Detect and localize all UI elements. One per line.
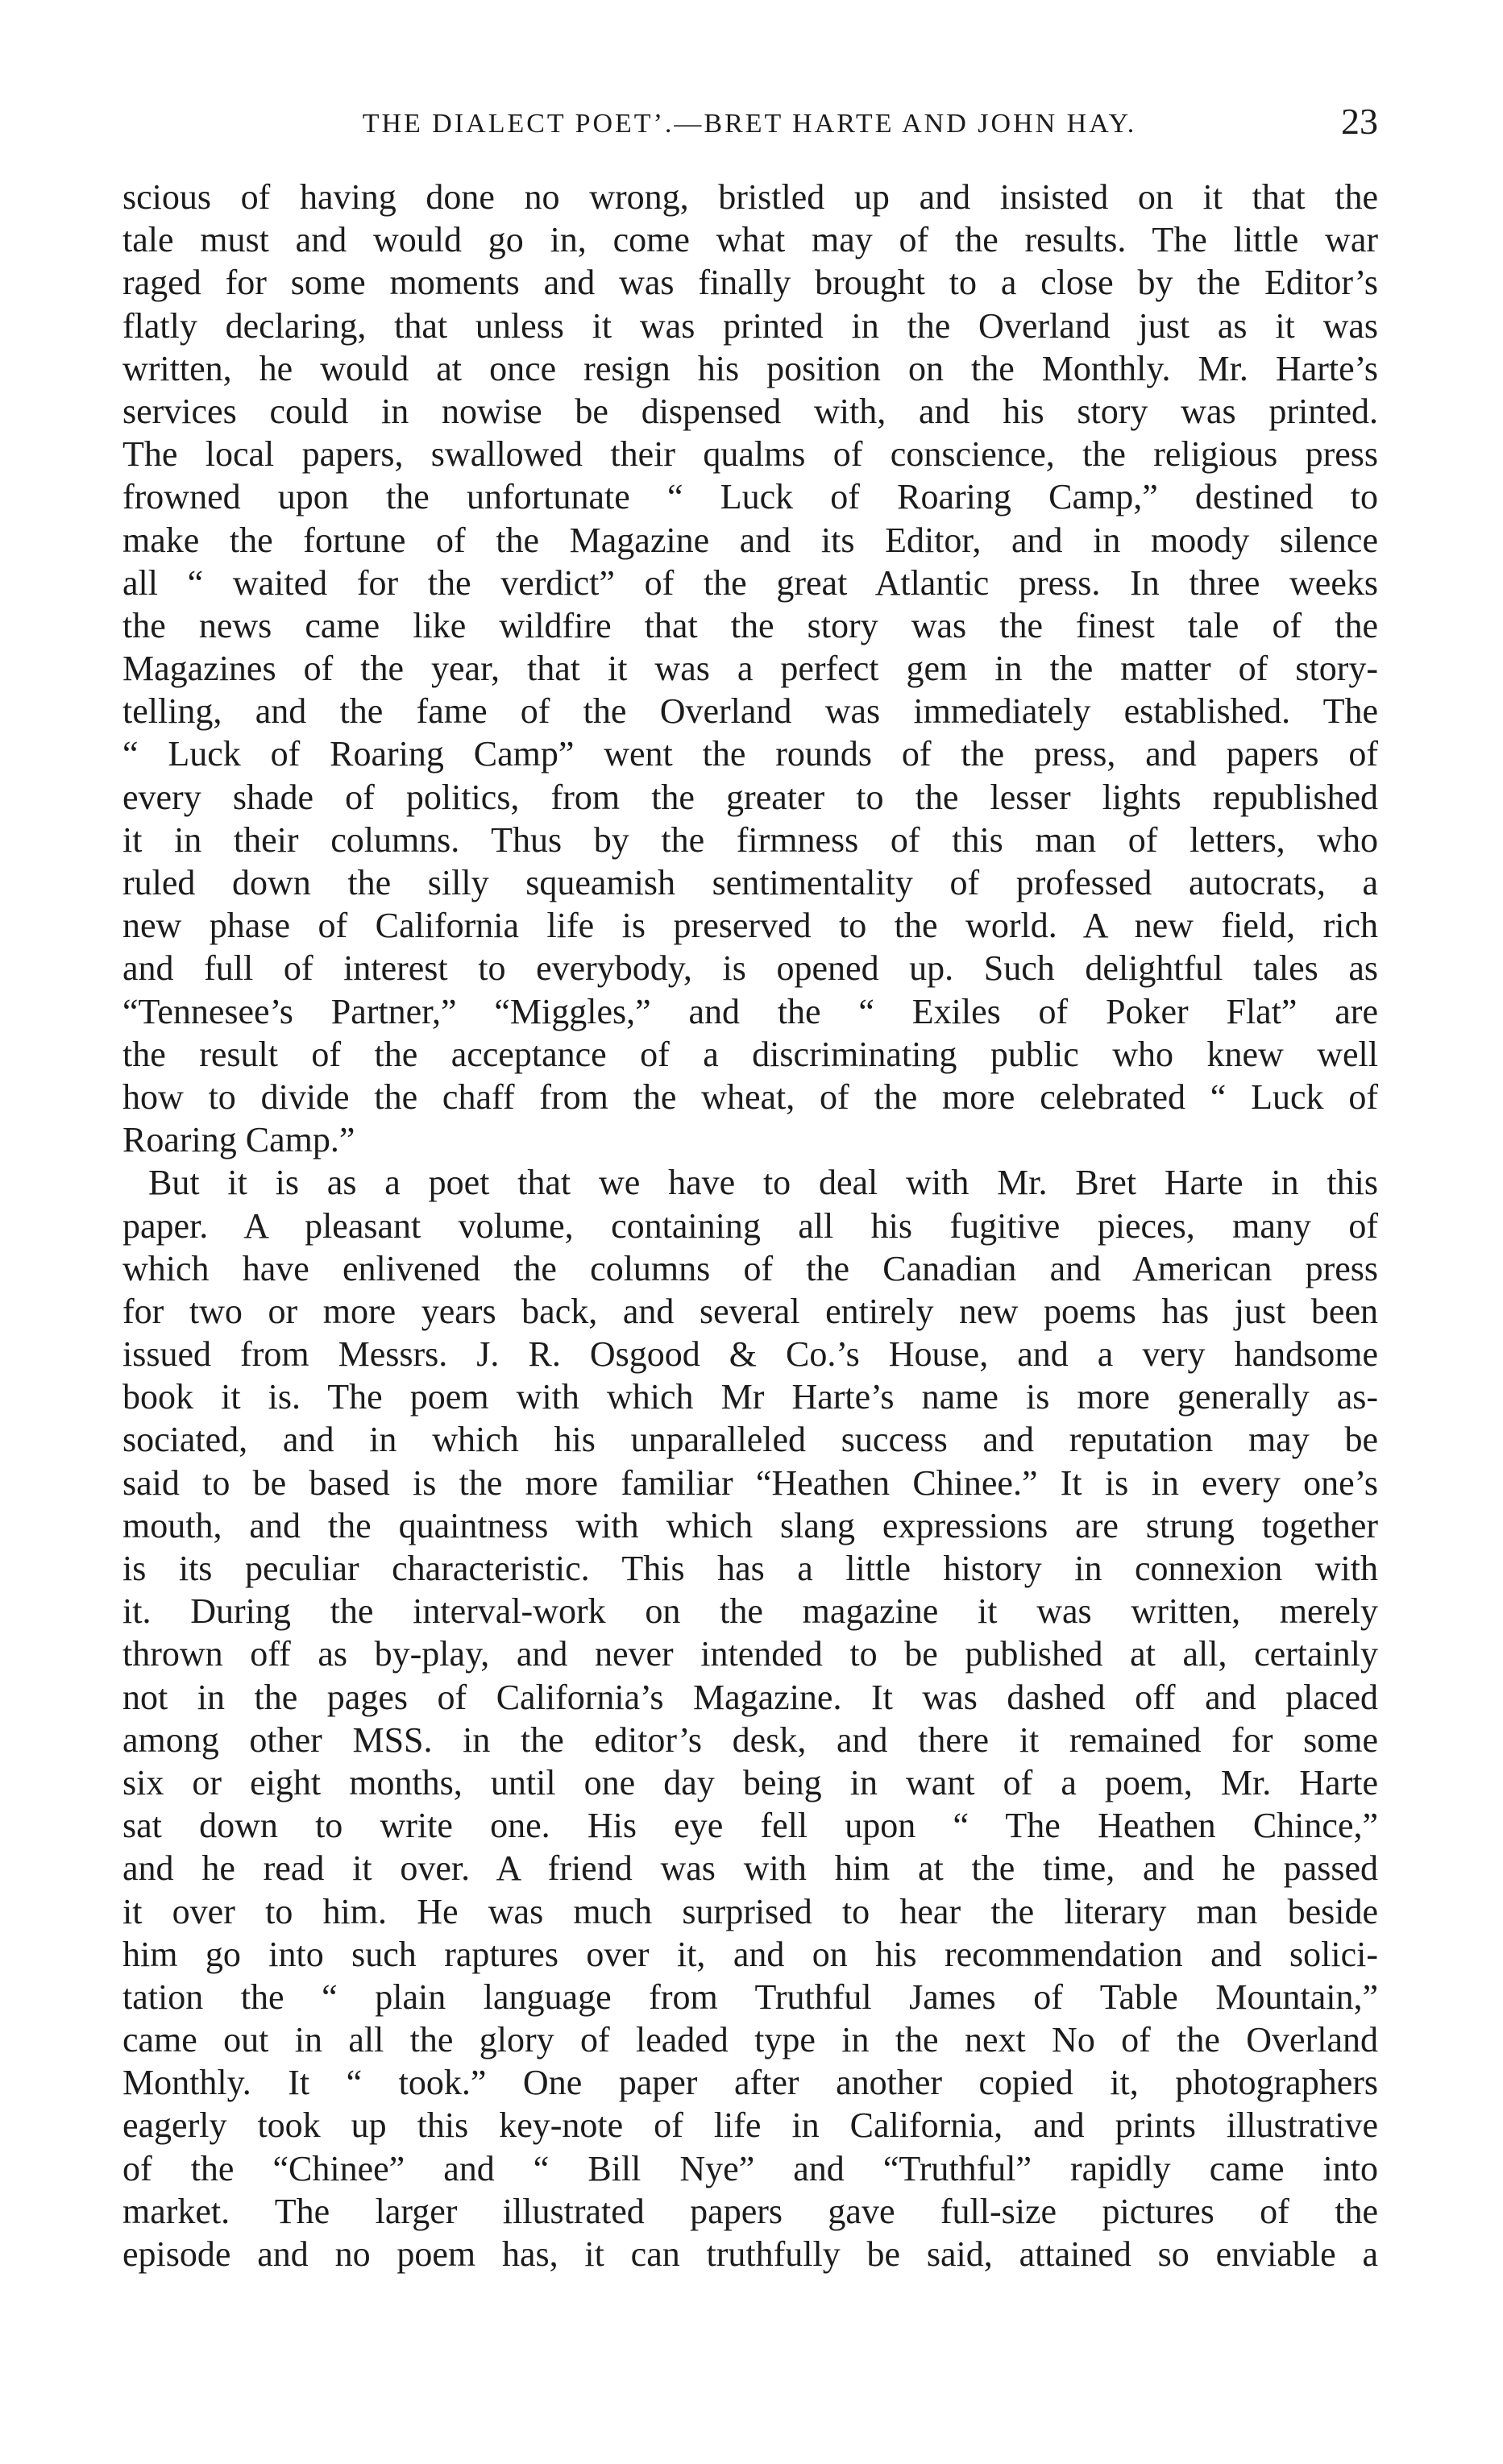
text-line: “ Luck of Roaring Camp” went the rounds of the press, and papers of — [122, 734, 1378, 774]
text-line: Magazines of the year, that it was a perfect gem in the matter of story- — [122, 649, 1378, 689]
text-line: it in their columns. Thus by the firmness of this man of letters, who — [122, 819, 1378, 860]
text-line: market. The larger illustrated papers gave full-size pictures of the — [122, 2191, 1378, 2231]
text-line: sociated, and in which his unparalleled success and reputation may be — [122, 1420, 1378, 1460]
text-line: it over to him. He was much surprised to hear the literary man beside — [122, 1891, 1378, 1931]
text-line: six or eight months, until one day being in want of a poem, Mr. Harte — [122, 1762, 1378, 1802]
text-line: thrown off as by-play, and never intended to be published at all, certainly — [122, 1634, 1378, 1674]
text-line: tation the “ plain language from Truthful James of Table Mountain,” — [122, 1977, 1378, 2017]
body-text — [122, 176, 1378, 2275]
text-line: said to be based is the more familiar “Heathen Chinee.” It is in every one’s — [122, 1462, 1378, 1503]
text-line: book it is. The poem with which Mr Harte’s name is more generally as- — [122, 1377, 1378, 1417]
text-line: and he read it over. A friend was with him at the time, and he passed — [122, 1848, 1378, 1889]
text-line: which have enlivened the columns of the Canadian and American press — [122, 1248, 1378, 1288]
text-line: it. During the interval-work on the magazine it was written, merely — [122, 1591, 1378, 1632]
text-line: not in the pages of California’s Magazine. It was dashed off and placed — [122, 1677, 1378, 1717]
text-line: every shade of politics, from the greater to the lesser lights republished — [122, 777, 1378, 817]
text-line: issued from Messrs. J. R. Osgood & Co.’s House, and a very handsome — [122, 1334, 1378, 1375]
text-line: frowned upon the unfortunate “ Luck of Roaring Camp,” destined to — [122, 477, 1378, 517]
paragraph — [122, 176, 1378, 1161]
text-line: among other MSS. in the editor’s desk, and there it remained for some — [122, 1719, 1378, 1760]
text-line: him go into such raptures over it, and on his recommendation and solici- — [122, 1934, 1378, 1974]
text-line: of the “Chinee” and “ Bill Nye” and “Truthful” rapidly came into — [122, 2148, 1378, 2188]
text-line: Monthly. It “ took.” One paper after another copied it, photographers — [122, 2063, 1378, 2103]
text-line: new phase of California life is preserved to the world. A new field, rich — [122, 906, 1378, 946]
text-line: the news came like wildfire that the story was the finest tale of the — [122, 605, 1378, 645]
paragraph — [122, 1161, 1378, 2275]
text-line: services could in nowise be dispensed with, and his story was printed. — [122, 391, 1378, 431]
text-line: sat down to write one. His eye fell upon “ The Heathen Chince,” — [122, 1806, 1378, 1846]
text-line: paper. A pleasant volume, containing all his fugitive pieces, many of — [122, 1205, 1378, 1246]
running-head — [121, 97, 1378, 145]
text-line: But it is as a poet that we have to deal with Mr. Bret Harte in this — [148, 1163, 1378, 1203]
text-line: “Tennesee’s Partner,” “Miggles,” and the “ Exiles of Poker Flat” are — [122, 991, 1378, 1031]
text-line: how to divide the chaff from the wheat, of the more celebrated “ Luck of — [122, 1076, 1378, 1117]
text-line: telling, and the fame of the Overland was immediately established. The — [122, 691, 1378, 732]
text-line: make the fortune of the Magazine and its Editor, and in moody silence — [122, 520, 1378, 560]
text-line: is its peculiar characteristic. This has a little history in connexion with — [122, 1549, 1378, 1588]
text-line: eagerly took up this key-note of life in California, and prints illustrative — [122, 2105, 1378, 2146]
text-line: the result of the acceptance of a discriminating public who knew well — [122, 1034, 1378, 1074]
text-line: episode and no poem has, it can truthfully be said, attained so enviable a — [122, 2234, 1378, 2274]
page-number: 23 — [1341, 101, 1378, 142]
text-line: and full of interest to everybody, is opened up. Such delightful tales as — [122, 948, 1378, 989]
text-line: flatly declaring, that unless it was printed in the Overland just as it was — [122, 305, 1378, 346]
text-line: all “ waited for the verdict” of the great Atlantic press. In three weeks — [122, 562, 1378, 603]
text-line: came out in all the glory of leaded type in the next No of the Overland — [122, 2020, 1378, 2060]
text-line: for two or more years back, and several entirely new poems has just been — [122, 1291, 1378, 1331]
text-line: The local papers, swallowed their qualms of conscience, the religious press — [122, 434, 1378, 475]
text-line: mouth, and the quaintness with which slang expressions are strung together — [122, 1505, 1378, 1545]
text-line: tale must and would go in, come what may of the results. The little war — [122, 220, 1378, 260]
text-line: raged for some moments and was finally brought to a close by the Editor’s — [122, 263, 1378, 303]
text-line: written, he would at once resign his position on the Monthly. Mr. Harte’s — [122, 348, 1378, 388]
text-line: scious of having done no wrong, bristled up and insisted on it that the — [122, 177, 1378, 217]
running-title: THE DIALECT POET’.—BRET HARTE AND JOHN HAY. — [362, 109, 1137, 139]
text-line: Roaring Camp.” — [122, 1120, 355, 1160]
text-line: ruled down the silly squeamish sentimentality of professed autocrats, a — [122, 863, 1378, 902]
